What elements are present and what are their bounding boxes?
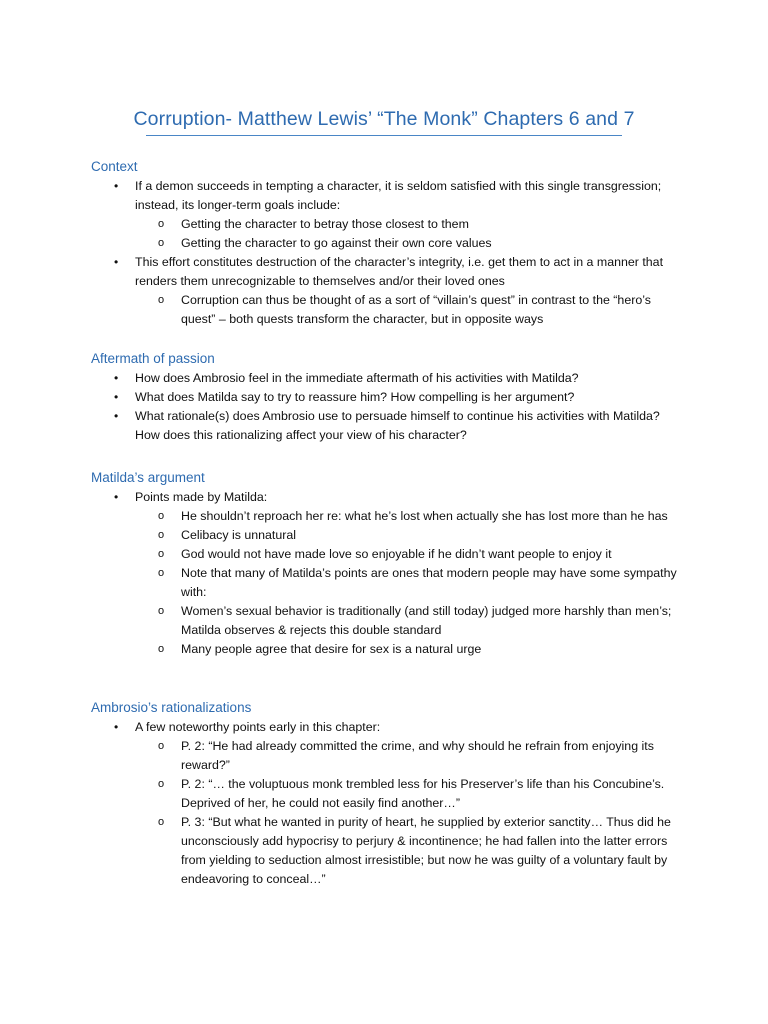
sub-list xyxy=(135,507,675,659)
sub-list-item-text: Getting the character to betray those closest to them xyxy=(181,217,469,231)
sub-bullet-icon: o xyxy=(158,643,165,655)
section-ambrosio-rationalizations xyxy=(91,698,708,889)
bullet-icon: • xyxy=(114,179,119,193)
sub-list-item-text: P. 2: “… the voluptuous monk trembled less for his Preserver’s life than his Concubine’s. Deprived of her, he could not easily find another…” xyxy=(181,777,665,810)
sub-list-item xyxy=(91,545,681,564)
sub-bullet-icon: o xyxy=(158,294,165,306)
sub-bullet-icon: o xyxy=(158,740,165,752)
bullet-icon: • xyxy=(114,409,119,423)
list-item-text: How does Ambrosio feel in the immediate aftermath of his activities with Matilda? xyxy=(135,371,579,385)
section-heading: Aftermath of passion xyxy=(91,351,215,366)
sub-bullet-icon: o xyxy=(158,548,165,560)
bullet-list xyxy=(91,369,708,445)
section-matilda-argument xyxy=(91,468,708,659)
sub-bullet-icon: o xyxy=(158,778,165,790)
sub-list-item xyxy=(91,564,681,602)
list-item-text: This effort constitutes destruction of the character’s integrity, i.e. get them to act in a manner that renders them unrecognizable to themselves and/or their loved ones xyxy=(135,255,664,288)
sub-list-item-text: P. 3: “But what he wanted in purity of heart, he supplied by exterior sanctity… Thus did he unconsciously add hypocrisy to perjury & incontinence; he had fallen into the latter errors from yielding to seduction almost irresistible; but now he was guilty of a voluntary fault by endeavoring to conceal…” xyxy=(181,815,671,886)
sub-list-item-text: P. 2: “He had already committed the crime, and why should he refrain from enjoying its reward?” xyxy=(181,739,654,772)
sub-bullet-icon: o xyxy=(158,510,165,522)
bullet-list xyxy=(91,718,708,889)
sub-list-item xyxy=(91,640,681,659)
bullet-icon: • xyxy=(114,255,119,269)
sub-list-item xyxy=(91,507,681,526)
section-context xyxy=(91,157,708,329)
sub-list-item-text: Women’s sexual behavior is traditionally (and still today) judged more harshly than men’s; Matilda observes & rejects this double standard xyxy=(181,604,672,637)
sub-list-item xyxy=(91,602,681,640)
list-item xyxy=(91,177,675,253)
list-item xyxy=(91,718,675,889)
sub-list-item xyxy=(91,775,681,813)
sub-list-item xyxy=(91,234,681,253)
sub-bullet-icon: o xyxy=(158,567,165,579)
sub-list-item xyxy=(91,813,681,889)
list-item xyxy=(91,488,675,659)
bullet-icon: • xyxy=(114,371,119,385)
list-item xyxy=(91,369,675,388)
list-item-text: Points made by Matilda: xyxy=(135,490,268,504)
sub-list-item-text: Getting the character to go against their own core values xyxy=(181,236,492,250)
sub-list-item-text: Note that many of Matilda’s points are ones that modern people may have some sympathy with: xyxy=(181,566,677,599)
bullet-list xyxy=(91,488,708,659)
bullet-icon: • xyxy=(114,390,119,404)
sub-list-item xyxy=(91,526,681,545)
bullet-icon: • xyxy=(114,720,119,734)
list-item-text: A few noteworthy points early in this chapter: xyxy=(135,720,381,734)
section-heading: Context xyxy=(91,159,138,174)
sub-list-item-text: Many people agree that desire for sex is a natural urge xyxy=(181,642,482,656)
title-underline xyxy=(146,135,622,136)
list-item xyxy=(91,253,675,329)
list-item xyxy=(91,407,675,445)
sub-bullet-icon: o xyxy=(158,218,165,230)
section-aftermath xyxy=(91,349,708,445)
sub-bullet-icon: o xyxy=(158,529,165,541)
sub-list xyxy=(135,291,675,329)
section-heading: Ambrosio’s rationalizations xyxy=(91,700,252,715)
sub-bullet-icon: o xyxy=(158,605,165,617)
sub-list xyxy=(135,737,675,889)
sub-list-item-text: He shouldn’t reproach her re: what he’s lost when actually she has lost more than he has xyxy=(181,509,668,523)
sub-list-item-text: Celibacy is unnatural xyxy=(181,528,297,542)
bullet-icon: • xyxy=(114,490,119,504)
list-item xyxy=(91,388,675,407)
bullet-list xyxy=(91,177,708,329)
sub-list xyxy=(135,215,675,253)
sub-bullet-icon: o xyxy=(158,816,165,828)
sub-bullet-icon: o xyxy=(158,237,165,249)
list-item-text: If a demon succeeds in tempting a character, it is seldom satisfied with this single transgression; instead, its longer-term goals include: xyxy=(135,179,662,212)
list-item-text: What does Matilda say to try to reassure him? How compelling is her argument? xyxy=(135,390,575,404)
sub-list-item-text: God would not have made love so enjoyable if he didn’t want people to enjoy it xyxy=(181,547,612,561)
sub-list-item-text: Corruption can thus be thought of as a sort of “villain’s quest” in contrast to the “hero’s quest” – both quests transform the character, but in opposite ways xyxy=(181,293,651,326)
sub-list-item xyxy=(91,215,681,234)
list-item-text: What rationale(s) does Ambrosio use to persuade himself to continue his activities with Matilda? How does this rationalizing affect your view of his character? xyxy=(135,409,660,442)
sub-list-item xyxy=(91,291,681,329)
sub-list-item xyxy=(91,737,681,775)
document-title: Corruption- Matthew Lewis’ “The Monk” Chapters 6 and 7 xyxy=(133,108,635,130)
section-heading: Matilda’s argument xyxy=(91,470,205,485)
